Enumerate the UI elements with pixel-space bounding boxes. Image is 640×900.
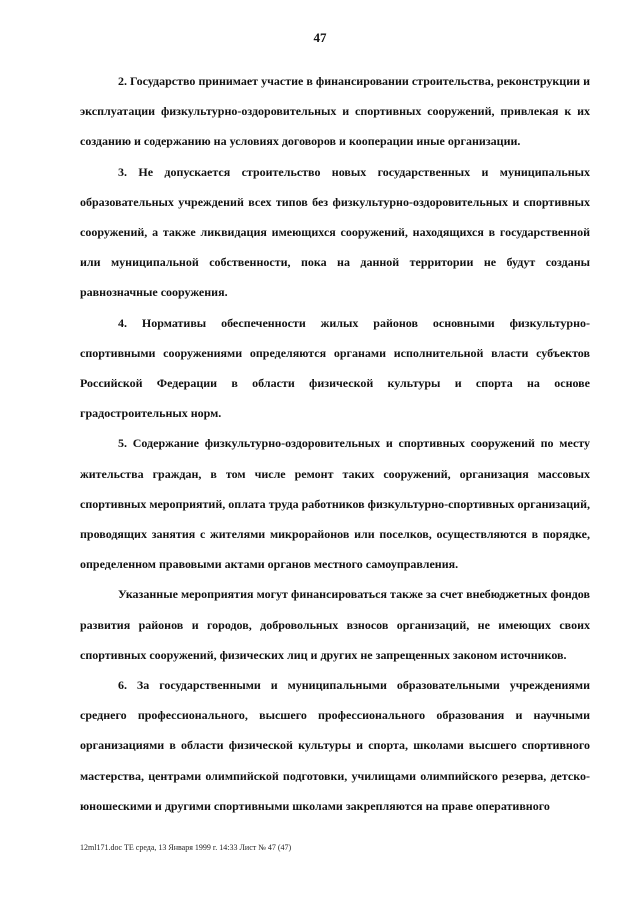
- page-number: 47: [313, 30, 327, 45]
- paragraph-3-construction-ban: 3. Не допускается строительство новых государственных и муниципальных образовательных учреждений всех типов без физкультурно-оздоровительных и спортивных сооружений, а также ликвидация имеющихся сооружений, находящихся в государственной или муниципальной собственности, пока на данной территории не будут созданы равнозначные сооружения.: [80, 164, 590, 300]
- paragraph-4-norms: 4. Нормативы обеспеченности жилых районов основными физкультурно-спортивными сооружениями определяются органами исполнительной власти субъектов Российской Федерации в области физической культуры и спорта на основе градостроительных норм.: [80, 315, 590, 421]
- paragraph-6-institutions: 6. За государственными и муниципальными образовательными учреждениями среднего профессионального, высшего профессионального образования и научными организациями в области физической культуры и спорта, школами высшего спортивного мастерства, центрами олимпийской подготовки, училищами олимпийского резерва, детско-юношескими и другими спортивными школами закрепляются на праве оперативного: [80, 678, 590, 813]
- document-footer: 12ml171.doc ТЕ среда, 13 Января 1999 г. 14:33 Лист № 47 (47): [80, 843, 292, 852]
- paragraph-2-state-financing: 2. Государство принимает участие в финансировании строительства, реконструкции и эксплуатации физкультурно-оздоровительных и спортивных сооружений, привлекая к их созданию и содержанию на условиях договоров и кооперации иные организации.: [80, 74, 590, 149]
- document-body: [80, 66, 590, 821]
- paragraph-funding-sources: Указанные мероприятия могут финансироваться также за счет внебюджетных фондов развития районов и городов, добровольных взносов организаций, не имеющих своих спортивных сооружений, физических лиц и других не запрещенных законом источников.: [80, 587, 590, 662]
- paragraph-5-maintenance: 5. Содержание физкультурно-оздоровительных и спортивных сооружений по месту жительства граждан, в том числе ремонт таких сооружений, организация массовых спортивных мероприятий, оплата труда работников физкультурно-спортивных организаций, проводящих занятия с жителями микрорайонов или поселков, осуществляются в порядке, определенном правовыми актами органов местного самоуправления.: [80, 436, 590, 572]
